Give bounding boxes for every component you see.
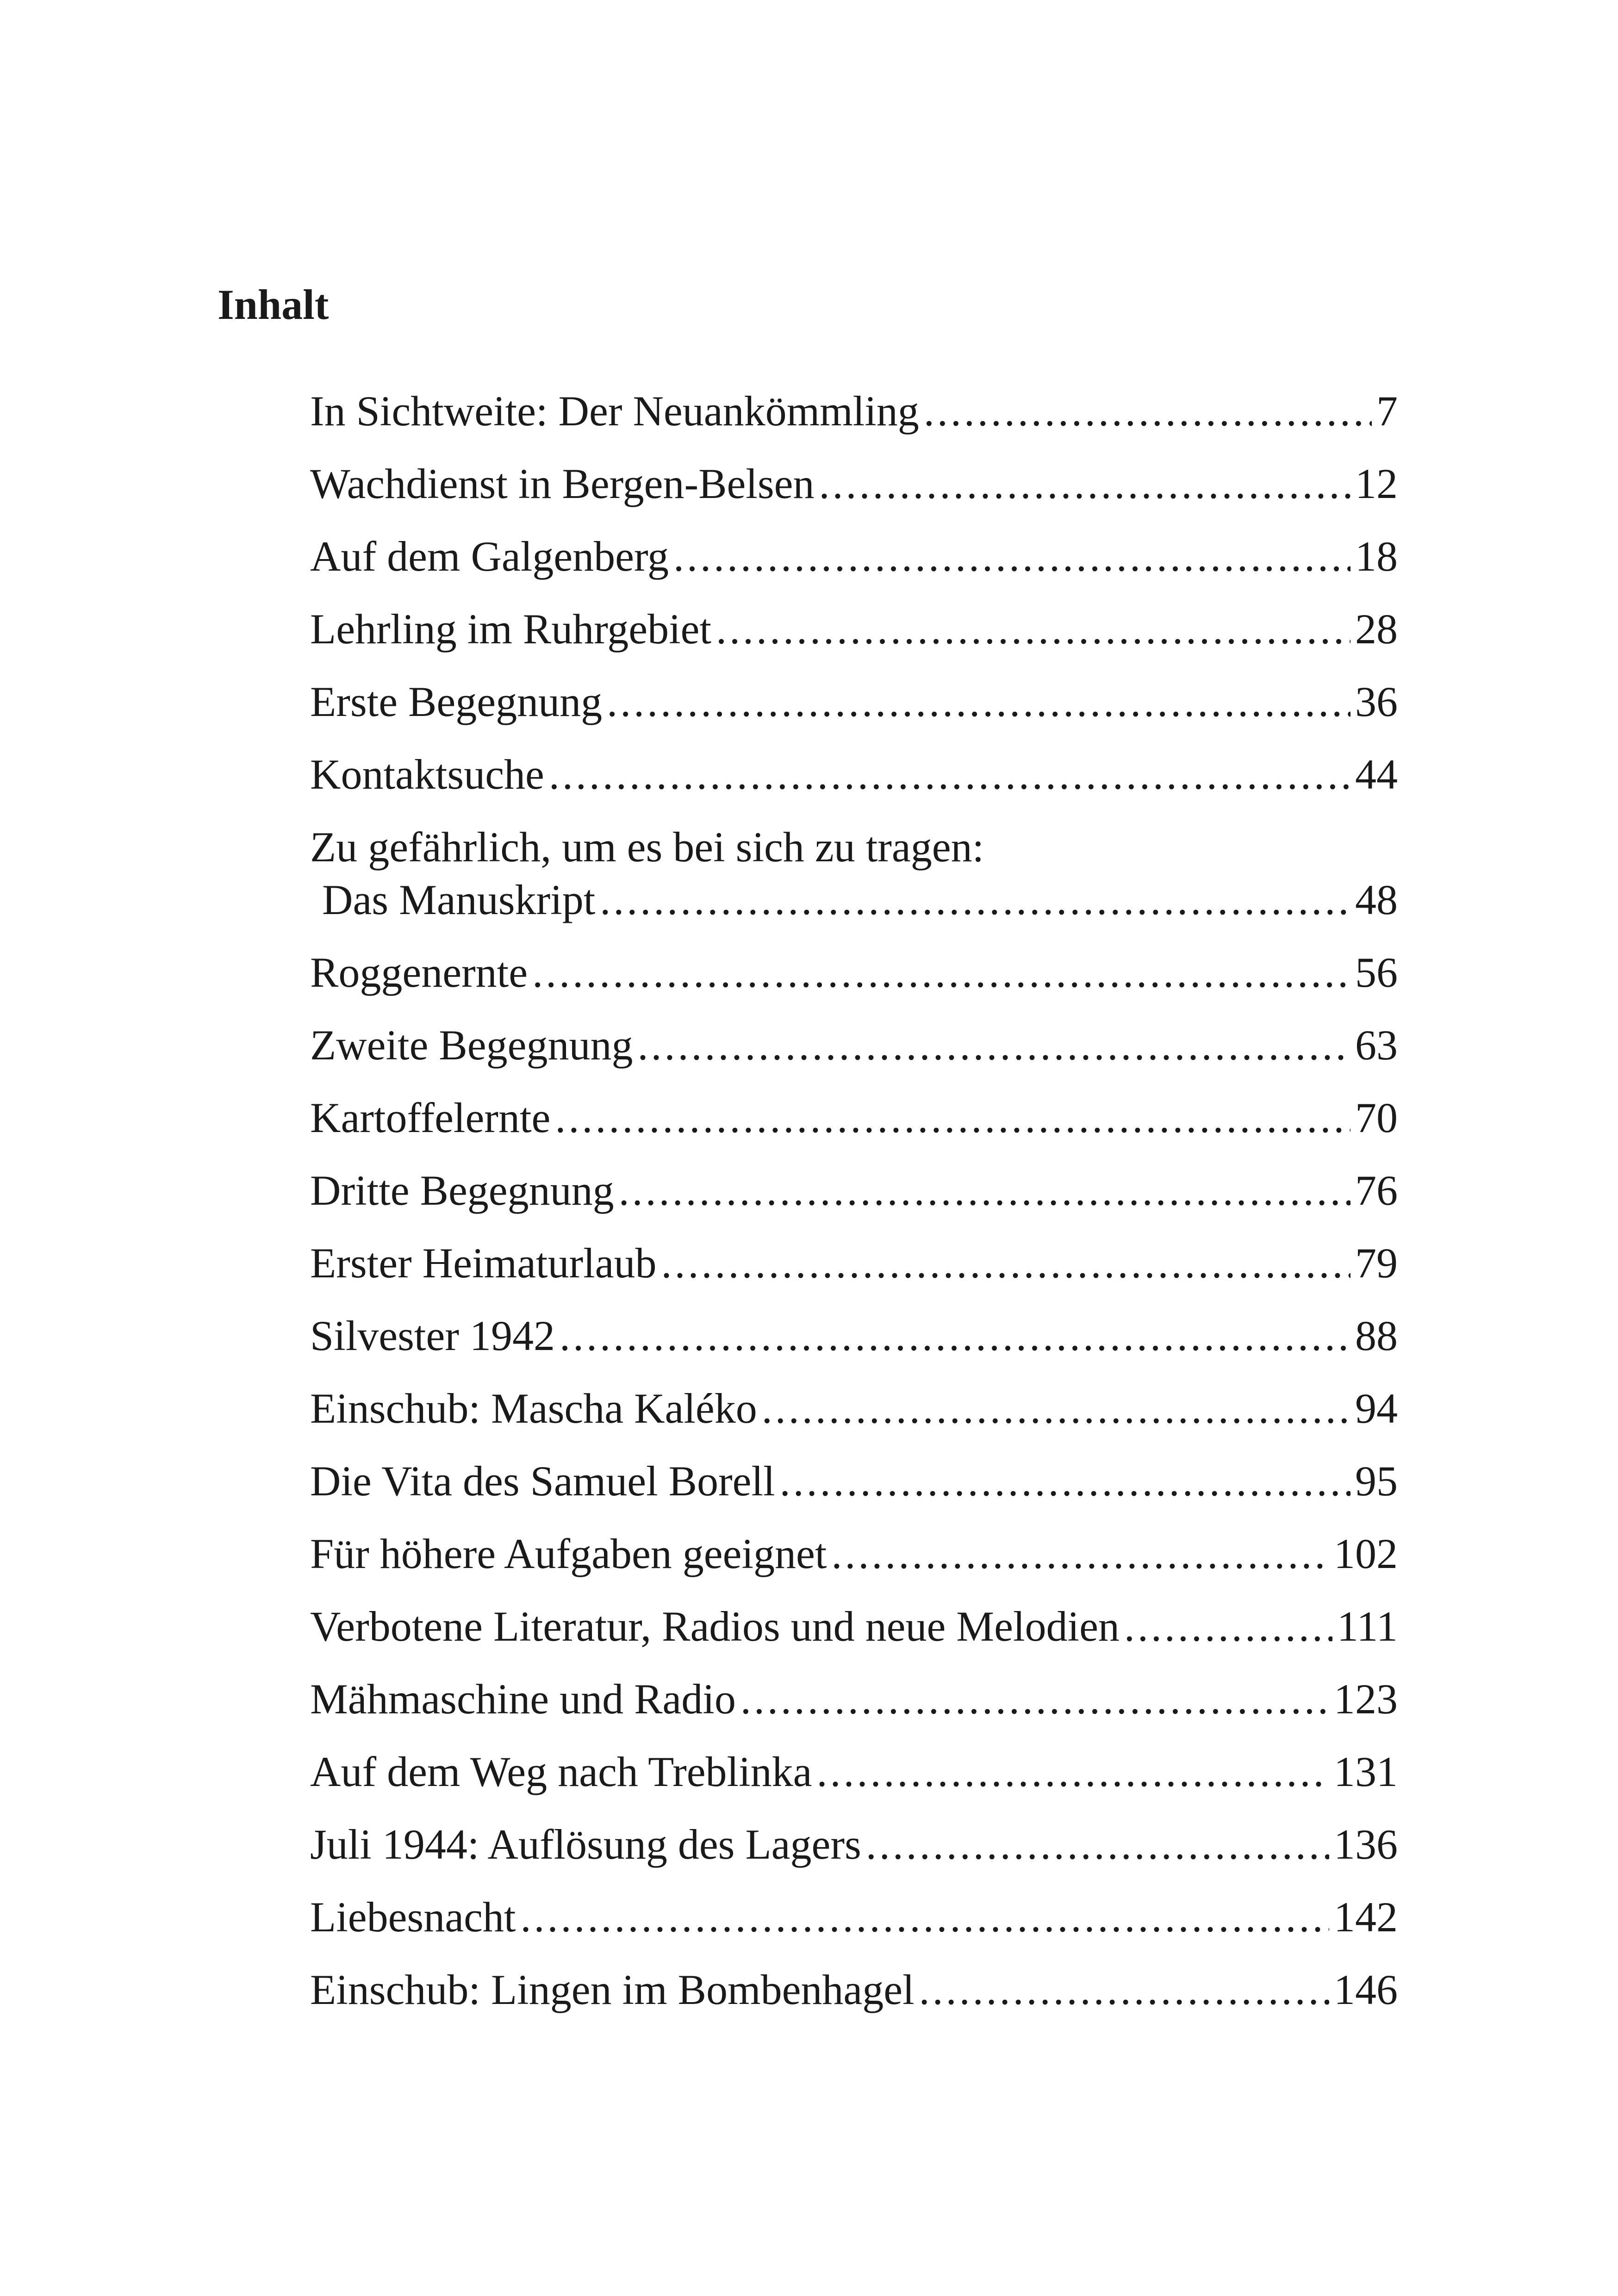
- toc-entry-title: Dritte Begegnung: [310, 1167, 614, 1214]
- toc-entry-page: 76: [1355, 1167, 1398, 1214]
- toc-entry-title: Roggenernte: [310, 949, 528, 996]
- toc-entry-page: 88: [1355, 1312, 1398, 1359]
- toc-entry-page: 94: [1355, 1385, 1398, 1432]
- toc-entry: [310, 949, 1398, 996]
- dot-leader: [549, 753, 1350, 795]
- dot-leader: [919, 1969, 1329, 2010]
- toc-entry: [310, 1457, 1398, 1505]
- toc-entry-title: Einschub: Lingen im Bombenhagel: [310, 1966, 915, 2013]
- toc-entry-page: 36: [1355, 678, 1398, 725]
- toc-entry-title: Zweite Begegnung: [310, 1021, 633, 1069]
- toc-entry-page: 111: [1337, 1603, 1398, 1650]
- toc-entry-page: 18: [1355, 533, 1398, 580]
- toc-entry: [310, 678, 1398, 725]
- dot-leader: [831, 1533, 1329, 1574]
- dot-leader: [716, 608, 1350, 650]
- toc-entry-page: 70: [1355, 1094, 1398, 1141]
- toc-entry-page: 79: [1355, 1239, 1398, 1287]
- toc-entry-page: 7: [1376, 387, 1398, 435]
- toc-entry: [310, 387, 1398, 435]
- dot-leader: [555, 1097, 1350, 1139]
- toc-entry-title: Die Vita des Samuel Borell: [310, 1457, 775, 1505]
- toc-entry-page: 56: [1355, 949, 1398, 996]
- toc-entry-page: 95: [1355, 1457, 1398, 1505]
- toc-entry-title: Einschub: Mascha Kaléko: [310, 1385, 757, 1432]
- toc-entry: [310, 1530, 1398, 1577]
- toc-entry: [310, 1167, 1398, 1214]
- toc-entry-title: Auf dem Galgenberg: [310, 533, 669, 580]
- toc-entry-title: Wachdienst in Bergen-Belsen: [310, 460, 815, 507]
- toc-entry-title: Lehrling im Ruhrgebiet: [310, 605, 712, 653]
- dot-leader: [866, 1823, 1329, 1865]
- dot-leader: [819, 463, 1351, 504]
- toc-entry: [310, 1385, 1398, 1432]
- dot-leader: [607, 681, 1350, 722]
- toc-entry: [310, 1748, 1398, 1795]
- dot-leader: [817, 1751, 1329, 1792]
- toc-entry-title: Kartoffelernte: [310, 1094, 551, 1141]
- toc-entry-page: 44: [1355, 751, 1398, 798]
- toc-entry: [310, 1094, 1398, 1141]
- dot-leader: [780, 1460, 1350, 1502]
- dot-leader: [619, 1170, 1350, 1211]
- toc-entry-title: Für höhere Aufgaben geeignet: [310, 1530, 827, 1577]
- toc-entry: [310, 1966, 1398, 2013]
- toc-entry-page: 63: [1355, 1021, 1398, 1069]
- toc-entry-page: 146: [1334, 1966, 1398, 2013]
- dot-leader: [741, 1678, 1329, 1720]
- toc-entry-title: Silvester 1942: [310, 1312, 555, 1359]
- toc-entry: [310, 605, 1398, 653]
- toc-entry-page: 48: [1355, 876, 1398, 923]
- toc-entry-title: Erste Begegnung: [310, 678, 603, 725]
- toc-entry-title: Liebesnacht: [310, 1893, 516, 1941]
- toc-entry-title: Kontaktsuche: [310, 751, 544, 798]
- dot-leader: [673, 535, 1350, 577]
- toc-entry-title: Verbotene Literatur, Radios und neue Melodien: [310, 1603, 1120, 1650]
- toc-entry: [310, 823, 1398, 923]
- dot-leader: [924, 390, 1372, 432]
- toc-entry: [310, 1312, 1398, 1359]
- toc-entry: [310, 533, 1398, 580]
- toc-entry: [310, 751, 1398, 798]
- toc-entry-page: 28: [1355, 605, 1398, 653]
- toc-entry-page: 12: [1355, 460, 1398, 507]
- dot-leader: [637, 1024, 1350, 1066]
- toc-entry-page: 142: [1334, 1893, 1398, 1941]
- toc-entry-title-line1: Zu gefährlich, um es bei sich zu tragen:: [310, 823, 984, 871]
- toc-entry-page: 102: [1334, 1530, 1398, 1577]
- dot-leader: [661, 1242, 1351, 1284]
- dot-leader: [532, 952, 1350, 993]
- toc-entry-title: Das Manuskript: [322, 876, 596, 923]
- toc-entry-title: Erster Heimaturlaub: [310, 1239, 657, 1287]
- dot-leader: [560, 1315, 1350, 1356]
- toc-entry: [310, 1893, 1398, 1941]
- toc-entry: [310, 1821, 1398, 1868]
- toc-entry-page: 123: [1334, 1675, 1398, 1723]
- toc-entry-title: Juli 1944: Auflösung des Lagers: [310, 1821, 861, 1868]
- dot-leader: [1124, 1605, 1332, 1647]
- toc-entry-page: 136: [1334, 1821, 1398, 1868]
- dot-leader: [600, 879, 1350, 921]
- dot-leader: [520, 1896, 1329, 1938]
- toc-entry: [310, 1603, 1398, 1650]
- toc-entry: [310, 1239, 1398, 1287]
- dot-leader: [762, 1388, 1350, 1429]
- toc-entry-page: 131: [1334, 1748, 1398, 1795]
- table-of-contents: [310, 387, 1398, 2041]
- toc-entry-title: Mähmaschine und Radio: [310, 1675, 736, 1723]
- toc-entry-title: Auf dem Weg nach Treblinka: [310, 1748, 812, 1795]
- toc-entry-title: In Sichtweite: Der Neuankömmling: [310, 387, 919, 435]
- page-title: Inhalt: [218, 281, 329, 328]
- toc-entry: [310, 460, 1398, 507]
- toc-entry: [310, 1021, 1398, 1069]
- toc-entry: [310, 1675, 1398, 1723]
